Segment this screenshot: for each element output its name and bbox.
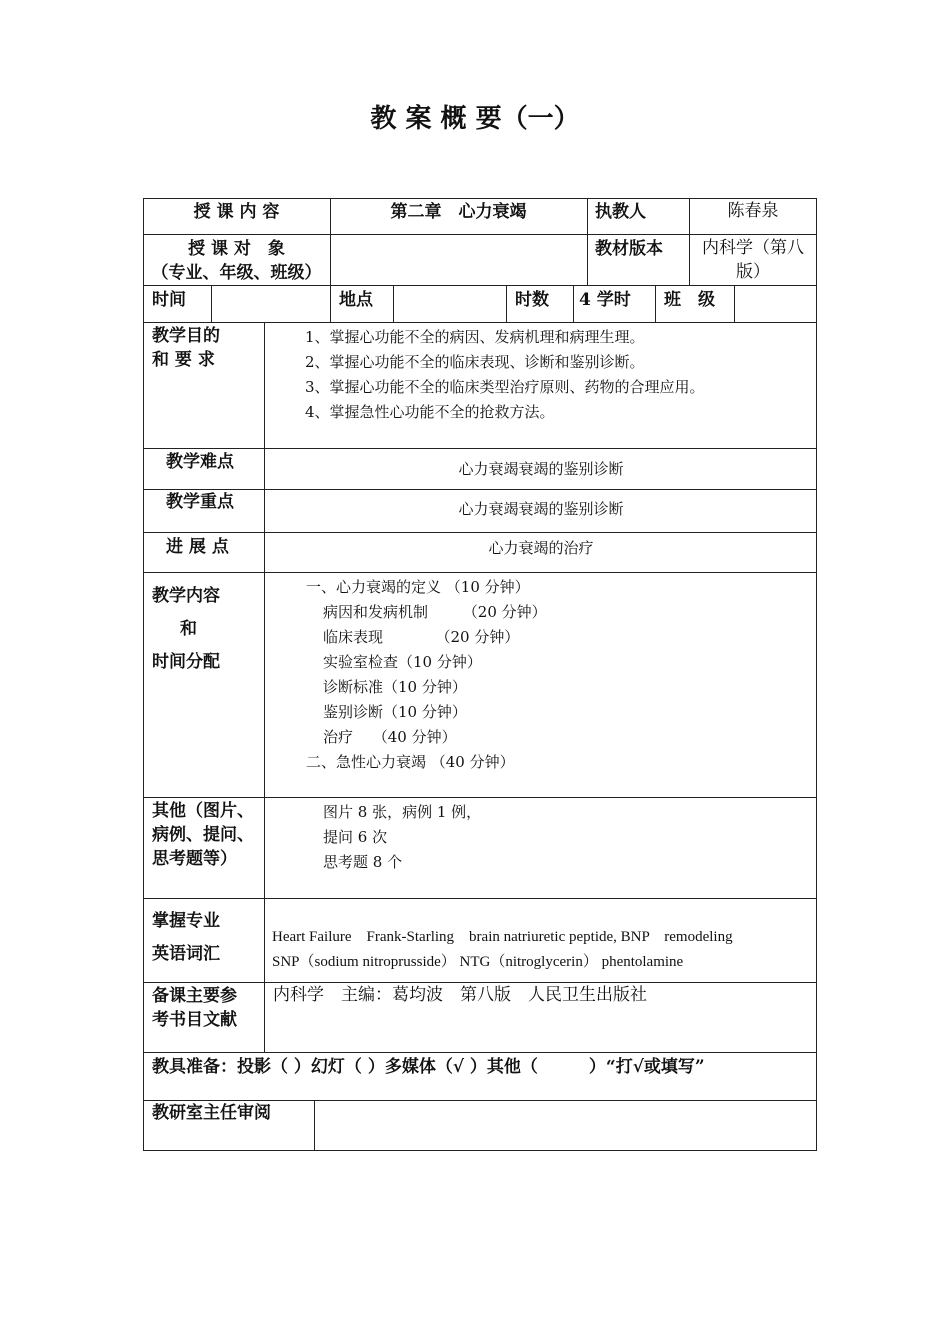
references-label-line1: 备课主要参 xyxy=(152,986,237,1006)
others-item: 图片 8 张，病例 1 例， xyxy=(323,803,482,821)
equipment-line: 教具准备：投影（ ）幻灯（ ）多媒体（√ ）其他（ ）“打√或填写” xyxy=(152,1057,705,1077)
others-label-line1: 其他（图片、 xyxy=(152,801,254,821)
audience-label xyxy=(143,237,330,285)
teacher-value: 陈春泉 xyxy=(727,201,779,221)
content-item: 二、急性心力衰竭 （40 分钟） xyxy=(306,753,515,771)
difficulty-value: 心力衰竭衰竭的鉴别诊断 xyxy=(458,460,624,478)
row-divider xyxy=(143,448,817,449)
references-label xyxy=(152,984,264,1032)
col-divider xyxy=(264,982,265,1053)
others-label-line3: 思考题等） xyxy=(152,849,237,869)
content-item: 实验室检查（10 分钟） xyxy=(323,653,482,671)
vocabulary-label-line1: 掌握专业 xyxy=(152,911,220,931)
audience-label-line1: 授 课 对 象 xyxy=(188,239,285,259)
content-item: 一、心力衰竭的定义 （10 分钟） xyxy=(306,578,530,596)
row-divider xyxy=(143,234,817,235)
hours-value: 4 学时 xyxy=(579,290,631,310)
objective-item: 2、掌握心功能不全的临床表现、诊断和鉴别诊断。 xyxy=(305,353,645,371)
topic-label: 授 课 内 容 xyxy=(193,202,280,222)
others-label-line2: 病例、提问、 xyxy=(152,825,254,845)
vocabulary-label xyxy=(152,905,262,971)
objectives-list xyxy=(305,325,810,425)
content-item: 诊断标准（10 分钟） xyxy=(323,678,467,696)
references-value: 内科学 主编：葛均波 第八版 人民卫生出版社 xyxy=(273,985,647,1005)
content-time-label xyxy=(152,580,262,679)
others-item: 思考题 8 个 xyxy=(323,853,403,871)
objective-item: 4、掌握急性心功能不全的抢救方法。 xyxy=(305,403,555,421)
content-time-label-line3: 时间分配 xyxy=(152,652,220,672)
review-label: 教研室主任审阅 xyxy=(152,1103,271,1123)
row-divider xyxy=(143,1052,817,1053)
col-divider xyxy=(734,285,735,323)
others-label xyxy=(152,799,264,871)
teacher-label: 执教人 xyxy=(595,202,646,222)
others-list xyxy=(323,800,803,875)
objectives-label-line1: 教学目的 xyxy=(152,326,220,346)
place-label: 地点 xyxy=(339,290,373,310)
objectives-label xyxy=(152,324,262,372)
progress-value: 心力衰竭的治疗 xyxy=(488,539,594,557)
content-item: 临床表现 （20 分钟） xyxy=(323,628,520,646)
page-title: 教 案 概 要（一） xyxy=(370,104,580,134)
key-point-value: 心力衰竭衰竭的鉴别诊断 xyxy=(458,500,624,518)
edition-value: 内科学（第八版） xyxy=(702,238,804,282)
row-divider xyxy=(143,322,817,323)
content-time-label-line2: 和 xyxy=(180,619,197,639)
content-time-label-line1: 教学内容 xyxy=(152,586,220,606)
vocabulary-label-line2: 英语词汇 xyxy=(152,944,220,964)
difficulty-label: 教学难点 xyxy=(166,452,234,472)
content-item: 病因和发病机制 （20 分钟） xyxy=(323,603,547,621)
progress-label: 进 展 点 xyxy=(166,537,229,557)
row-divider xyxy=(143,285,817,286)
edition-label: 教材版本 xyxy=(595,239,663,259)
vocabulary-line: Heart Failure Frank-Starling brain natriuretic peptide, BNP remodeling xyxy=(272,929,733,945)
time-label: 时间 xyxy=(152,290,186,310)
content-item: 治疗 （40 分钟） xyxy=(323,728,457,746)
col-divider xyxy=(573,285,574,323)
row-divider xyxy=(143,797,817,798)
row-divider xyxy=(143,572,817,573)
class-label: 班 级 xyxy=(664,290,715,310)
col-divider xyxy=(587,198,588,286)
col-divider xyxy=(211,285,212,323)
col-divider xyxy=(264,322,265,983)
audience-label-line2: （专业、年级、班级） xyxy=(151,263,322,283)
row-divider xyxy=(143,898,817,899)
others-item: 提问 6 次 xyxy=(323,828,388,846)
key-point-label: 教学重点 xyxy=(166,492,234,512)
objective-item: 3、掌握心功能不全的临床类型治疗原则、药物的合理应用。 xyxy=(305,378,705,396)
col-divider xyxy=(393,285,394,323)
references-label-line2: 考书目文献 xyxy=(152,1010,237,1030)
hours-label: 时数 xyxy=(515,290,549,310)
col-divider xyxy=(314,1100,315,1151)
col-divider xyxy=(506,285,507,323)
topic-value: 第二章 心力衰竭 xyxy=(390,202,527,222)
content-item: 鉴别诊断（10 分钟） xyxy=(323,703,467,721)
col-divider xyxy=(655,285,656,323)
row-divider xyxy=(143,532,817,533)
vocabulary-line: SNP（sodium nitroprusside） NTG（nitroglycerin） phentolamine xyxy=(272,954,684,970)
vocabulary-list xyxy=(272,925,812,975)
objective-item: 1、掌握心功能不全的病因、发病机理和病理生理。 xyxy=(305,328,645,346)
col-divider xyxy=(330,285,331,323)
objectives-label-line2: 和 要 求 xyxy=(152,350,215,370)
content-time-list xyxy=(306,575,811,775)
